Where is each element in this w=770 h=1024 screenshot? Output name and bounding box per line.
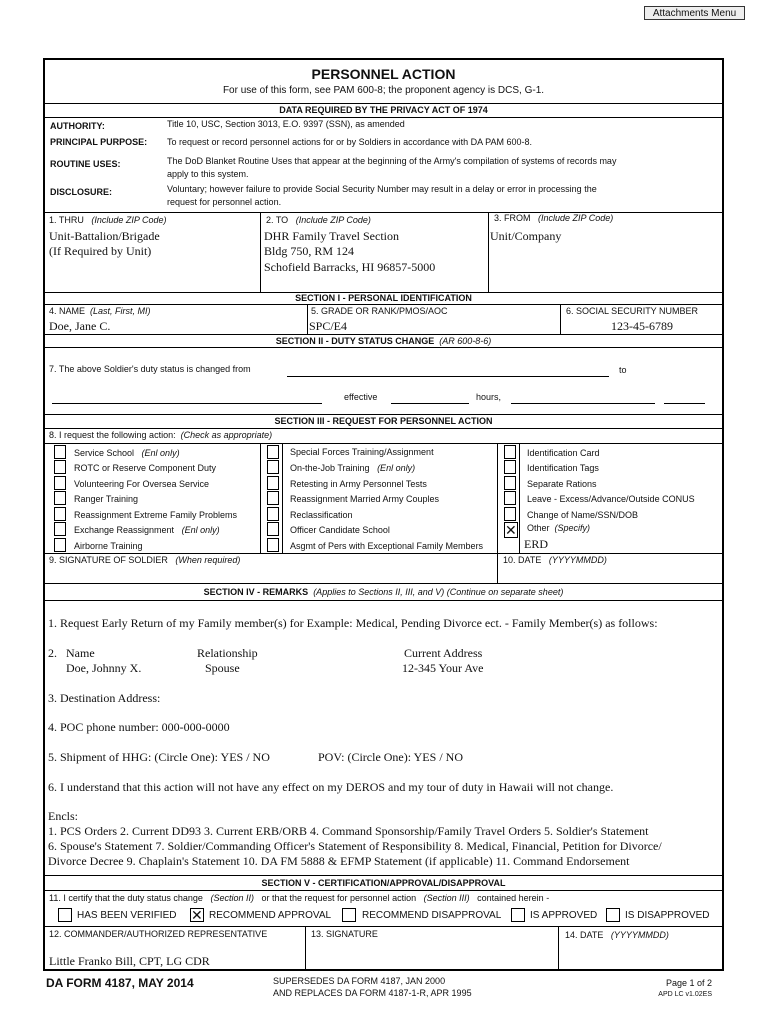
checkbox-exceptional-family[interactable] bbox=[267, 538, 279, 552]
remark-6: 6. I understand that this action will not have any effect on my DEROS and my tour of duty in Hawaii will not change. bbox=[48, 780, 614, 794]
option-ranger-training: Ranger Training bbox=[74, 494, 139, 504]
remark-4: 4. POC phone number: 000-000-0000 bbox=[48, 720, 230, 734]
attachments-menu-button[interactable]: Attachments Menu bbox=[644, 6, 745, 20]
option-id-card: Identification Card bbox=[527, 448, 600, 458]
remark-2-name-header: Name bbox=[66, 646, 95, 660]
from-line-1[interactable]: Unit/Company bbox=[490, 229, 562, 243]
thru-label: 1. THRU (Include ZIP Code) bbox=[49, 215, 167, 225]
option-has-been-verified: HAS BEEN VERIFIED bbox=[77, 910, 177, 921]
check-mark-icon: ✕ bbox=[505, 522, 517, 538]
option-is-disapproved: IS DISAPPROVED bbox=[625, 910, 710, 921]
page-number: Page 1 of 2 bbox=[665, 978, 712, 988]
option-recommend-disapproval: RECOMMEND DISAPPROVAL bbox=[362, 910, 502, 921]
disclosure-text-2: request for personnel action. bbox=[167, 197, 282, 207]
checkbox-retesting[interactable] bbox=[267, 476, 279, 490]
other-value[interactable]: ERD bbox=[524, 537, 548, 551]
option-rotc-reserve: ROTC or Reserve Component Duty bbox=[74, 463, 217, 473]
checkbox-leave[interactable] bbox=[504, 491, 516, 505]
disclosure-text-1: Voluntary; however failure to provide Social Security Number may result in a delay or error in processing the bbox=[167, 184, 597, 194]
checkbox-has-been-verified[interactable] bbox=[58, 908, 72, 922]
hours-label: hours, bbox=[476, 392, 502, 402]
remark-2-address-value: 12-345 Your Ave bbox=[402, 661, 484, 675]
checkbox-other[interactable] bbox=[504, 522, 518, 538]
remark-5-pov: POV: (Circle One): YES / NO bbox=[318, 750, 463, 764]
soldier-signature-label: 9. SIGNATURE OF SOLDIER (When required) bbox=[49, 555, 241, 565]
effective-label: effective bbox=[344, 392, 378, 402]
principal-purpose-text: To request or record personnel actions for or by Soldiers in accordance with DA PAM 600-8. bbox=[167, 137, 533, 147]
option-reassignment-family: Reassignment Extreme Family Problems bbox=[74, 510, 238, 520]
remark-2-number: 2. bbox=[48, 646, 57, 660]
section-3-heading: SECTION III - REQUEST FOR PERSONNEL ACTION bbox=[274, 416, 493, 426]
option-is-approved: IS APPROVED bbox=[530, 910, 598, 921]
supersedes-line-1: SUPERSEDES DA FORM 4187, JAN 2000 bbox=[273, 976, 446, 986]
option-ocs: Officer Candidate School bbox=[290, 525, 390, 535]
from-label: 3. FROM (Include ZIP Code) bbox=[494, 213, 614, 223]
check-mark-icon: ✕ bbox=[191, 907, 203, 923]
checkbox-recommend-approval[interactable] bbox=[190, 908, 204, 922]
checkbox-is-disapproved[interactable] bbox=[606, 908, 620, 922]
enclosures-line-3: Divorce Decree 9. Chaplain's Statement 10. DA FM 5888 & EFMP Statement (if applicable) 11. Command Endorsement bbox=[48, 854, 630, 868]
remark-2-name-value: Doe, Johnny X. bbox=[66, 661, 142, 675]
hours-field-2[interactable] bbox=[664, 403, 705, 404]
to-line-3[interactable]: Schofield Barracks, HI 96857-5000 bbox=[264, 260, 436, 274]
checkbox-change-of-name[interactable] bbox=[504, 507, 516, 521]
to-line-1[interactable]: DHR Family Travel Section bbox=[264, 229, 400, 243]
commander-value[interactable]: Little Franko Bill, CPT, LG CDR bbox=[49, 954, 210, 968]
supersedes-line-2: AND REPLACES DA FORM 4187-1-R, APR 1995 bbox=[273, 988, 472, 998]
checkbox-id-tags[interactable] bbox=[504, 460, 516, 474]
to-line-2[interactable]: Bldg 750, RM 124 bbox=[264, 244, 355, 258]
principal-purpose-label: PRINCIPAL PURPOSE: bbox=[50, 137, 148, 147]
routine-uses-label: ROUTINE USES: bbox=[50, 159, 121, 169]
checkbox-volunteering-oversea[interactable] bbox=[54, 476, 66, 490]
form-id: DA FORM 4187, MAY 2014 bbox=[46, 976, 194, 990]
option-recommend-approval: RECOMMEND APPROVAL bbox=[209, 910, 332, 921]
checkbox-ocs[interactable] bbox=[267, 522, 279, 536]
checkbox-reassignment-family[interactable] bbox=[54, 507, 66, 521]
duty-status-to-field[interactable] bbox=[52, 403, 322, 404]
option-id-tags: Identification Tags bbox=[527, 463, 599, 473]
option-airborne-training: Airborne Training bbox=[74, 541, 143, 551]
enclosures-line-1: 1. PCS Orders 2. Current DD93 3. Current ERB/ORB 4. Command Sponsorship/Family Travel Orders 5. Soldier's Statement bbox=[48, 824, 649, 838]
section-5-date-label: 14. DATE (YYYYMMDD) bbox=[565, 930, 669, 940]
form-subtitle: For use of this form, see PAM 600-8; the proponent agency is DCS, G-1. bbox=[222, 85, 545, 96]
option-married-couples: Reassignment Married Army Couples bbox=[290, 494, 440, 504]
option-retesting: Retesting in Army Personnel Tests bbox=[290, 479, 427, 489]
checkbox-ranger-training[interactable] bbox=[54, 491, 66, 505]
routine-uses-text-2: apply to this system. bbox=[167, 169, 249, 179]
checkbox-recommend-disapproval[interactable] bbox=[342, 908, 356, 922]
ssn-value[interactable]: 123-45-6789 bbox=[611, 319, 673, 333]
authority-text: Title 10, USC, Section 3013, E.O. 9397 (SSN), as amended bbox=[167, 119, 405, 129]
name-label: 4. NAME (Last, First, MI) bbox=[49, 306, 151, 316]
request-label: 8. I request the following action: (Check as appropriate) bbox=[49, 430, 273, 440]
section-4-heading: SECTION IV - REMARKS (Applies to Sections II, III, and V) (Continue on separate sheet) bbox=[203, 587, 564, 597]
option-exchange-reassignment: Exchange Reassignment (Enl only) bbox=[74, 525, 220, 535]
to-label: 2. TO (Include ZIP Code) bbox=[266, 215, 371, 225]
checkbox-id-card[interactable] bbox=[504, 445, 516, 459]
option-separate-rations: Separate Rations bbox=[527, 479, 597, 489]
remark-2-relationship-header: Relationship bbox=[197, 646, 258, 660]
option-volunteering-oversea: Volunteering For Oversea Service bbox=[74, 479, 210, 489]
ssn-label: 6. SOCIAL SECURITY NUMBER bbox=[566, 306, 699, 316]
section-2-heading: SECTION II - DUTY STATUS CHANGE (AR 600-8-6) bbox=[275, 336, 492, 346]
option-service-school: Service School (Enl only) bbox=[74, 448, 180, 458]
grade-value[interactable]: SPC/E4 bbox=[309, 319, 348, 333]
thru-line-2[interactable]: (If Required by Unit) bbox=[49, 244, 152, 258]
remark-1: 1. Request Early Return of my Family member(s) for Example: Medical, Pending Divorce ect. - Family Member(s) as follows: bbox=[48, 616, 658, 630]
remark-2-relationship-value: Spouse bbox=[205, 661, 240, 675]
signature-label: 13. SIGNATURE bbox=[311, 929, 378, 939]
privacy-heading: DATA REQUIRED BY THE PRIVACY ACT OF 1974 bbox=[279, 105, 488, 115]
section-5-heading: SECTION V - CERTIFICATION/APPROVAL/DISAPPROVAL bbox=[261, 878, 506, 888]
form-title: PERSONNEL ACTION bbox=[311, 66, 456, 82]
duty-status-to-label: to bbox=[619, 365, 627, 375]
checkbox-reclassification[interactable] bbox=[267, 507, 279, 521]
option-ojt: On-the-Job Training (Enl only) bbox=[290, 463, 416, 473]
checkbox-airborne-training[interactable] bbox=[54, 538, 66, 552]
version-label: APD LC v1.02ES bbox=[658, 991, 712, 998]
checkbox-special-forces[interactable] bbox=[267, 445, 279, 459]
option-special-forces: Special Forces Training/Assignment bbox=[290, 447, 434, 457]
duty-status-from-field[interactable] bbox=[287, 376, 609, 377]
checkbox-exchange-reassignment[interactable] bbox=[54, 522, 66, 536]
enclosures-line-2: 6. Spouse's Statement 7. Soldier/Commanding Officer's Statement of Responsibility 8. Medical, Financial, Petition for Divorce/ bbox=[48, 839, 662, 853]
enclosures-label: Encls: bbox=[48, 809, 78, 823]
certification-text: 11. I certify that the duty status change (Section II) or that the request for personnel action (Section III) contained herein - bbox=[49, 893, 550, 903]
remark-3: 3. Destination Address: bbox=[48, 691, 161, 705]
commander-label: 12. COMMANDER/AUTHORIZED REPRESENTATIVE bbox=[49, 929, 268, 939]
checkbox-separate-rations[interactable] bbox=[504, 476, 516, 490]
duty-status-text: 7. The above Soldier's duty status is changed from bbox=[49, 364, 251, 374]
option-exceptional-family: Asgmt of Pers with Exceptional Family Members bbox=[290, 541, 484, 551]
remark-2-address-header: Current Address bbox=[404, 646, 483, 660]
hours-field-1[interactable] bbox=[511, 403, 655, 404]
option-leave: Leave - Excess/Advance/Outside CONUS bbox=[527, 494, 695, 504]
checkbox-ojt[interactable] bbox=[267, 460, 279, 474]
effective-field[interactable] bbox=[391, 403, 469, 404]
routine-uses-text-1: The DoD Blanket Routine Uses that appear at the beginning of the Army's compilation of systems of records may bbox=[167, 156, 617, 166]
name-value[interactable]: Doe, Jane C. bbox=[49, 319, 111, 333]
checkbox-is-approved[interactable] bbox=[511, 908, 525, 922]
checkbox-service-school[interactable] bbox=[54, 445, 66, 459]
authority-label: AUTHORITY: bbox=[50, 121, 105, 131]
grade-label: 5. GRADE OR RANK/PMOS/AOC bbox=[311, 306, 448, 316]
thru-line-1[interactable]: Unit-Battalion/Brigade bbox=[49, 229, 160, 243]
option-change-of-name: Change of Name/SSN/DOB bbox=[527, 510, 639, 520]
remark-5-hhg: 5. Shipment of HHG: (Circle One): YES / NO bbox=[48, 750, 270, 764]
section-3-date-label: 10. DATE (YYYYMMDD) bbox=[503, 555, 607, 565]
section-1-heading: SECTION I - PERSONAL IDENTIFICATION bbox=[295, 293, 472, 303]
disclosure-label: DISCLOSURE: bbox=[50, 187, 113, 197]
option-reclassification: Reclassification bbox=[290, 510, 353, 520]
checkbox-married-couples[interactable] bbox=[267, 491, 279, 505]
option-other: Other (Specify) bbox=[527, 523, 591, 533]
checkbox-rotc-reserve[interactable] bbox=[54, 460, 66, 474]
